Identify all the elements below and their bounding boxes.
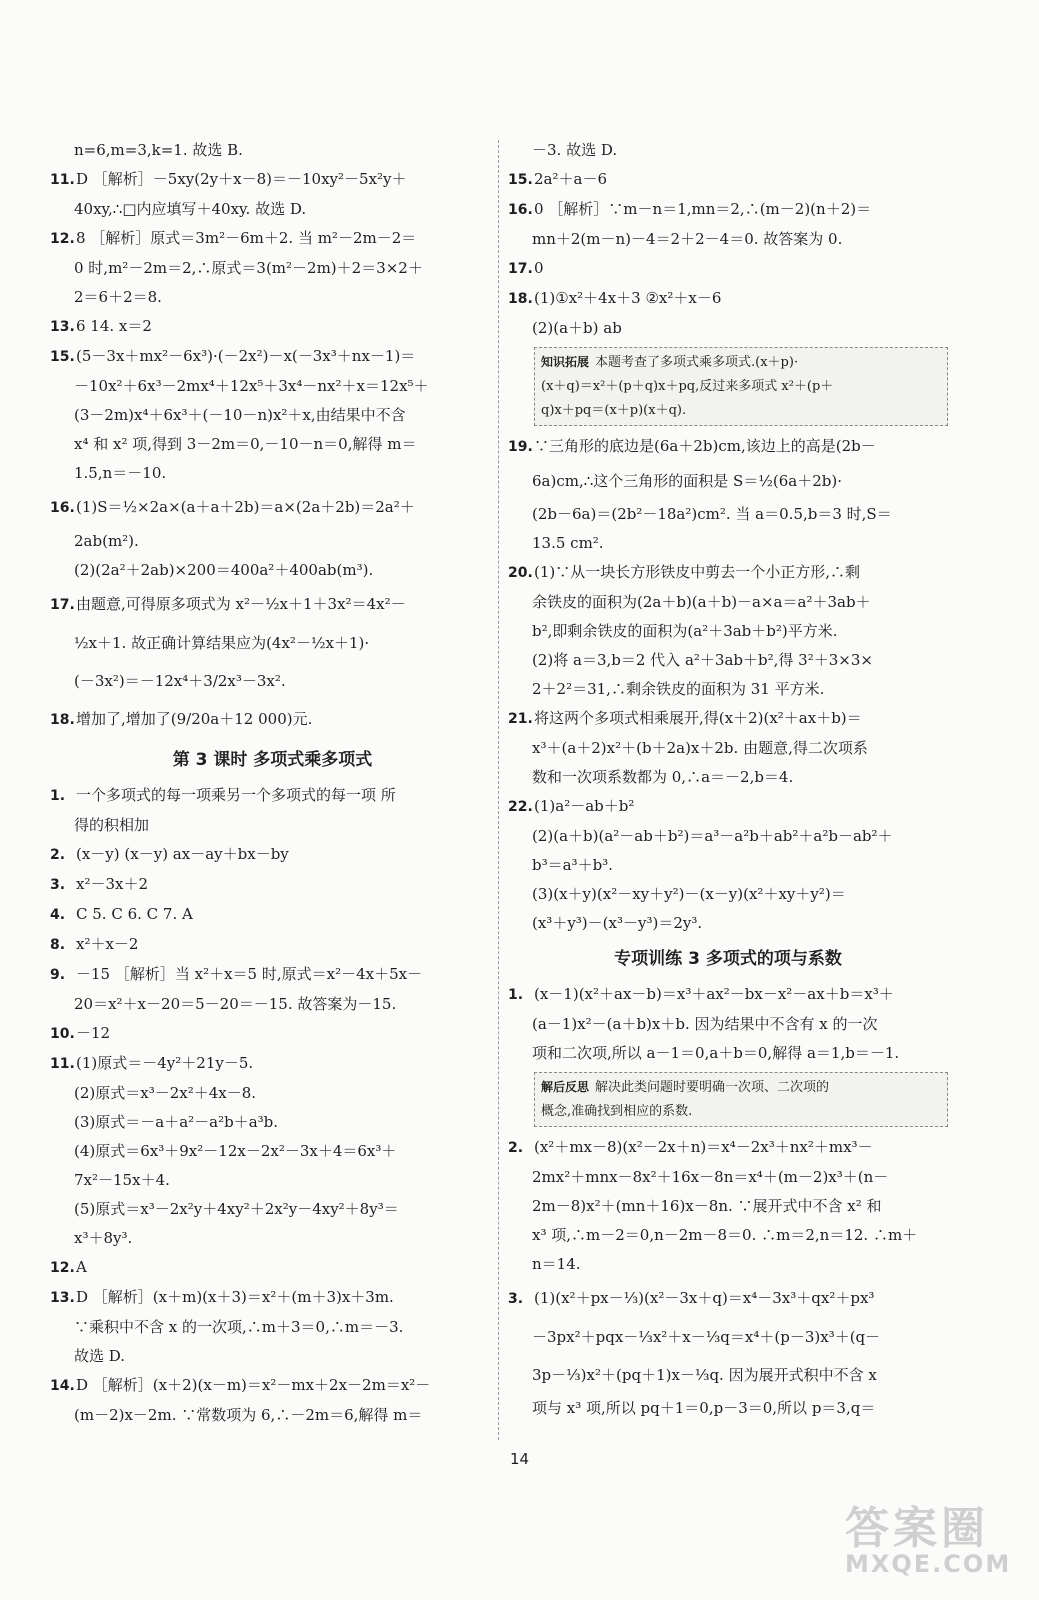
answer-line [50, 488, 495, 527]
answer-line [50, 781, 495, 811]
answer-line [50, 700, 495, 739]
question-number: 18. [50, 712, 75, 728]
answer-text: 项与 x³ 项,所以 pq＋1＝0,p－3＝0,所以 p＝3,q＝ [532, 1399, 876, 1417]
answer-text: 2ab(m²). [74, 532, 139, 550]
answer-line [508, 529, 948, 558]
answer-line [50, 662, 495, 700]
answer-line [508, 734, 948, 763]
question-number: 2. [508, 1140, 524, 1156]
answer-line [508, 462, 948, 500]
answer-line [508, 880, 948, 909]
answer-line [50, 342, 495, 372]
page-number: 14 [509, 1450, 530, 1468]
answer-line [508, 1133, 948, 1163]
answer-line [508, 1394, 948, 1423]
answer-text: 项和二次项,所以 a－1＝0,a＋b＝0,解得 a＝1,b＝－1. [532, 1044, 900, 1062]
tip-box [534, 347, 948, 426]
answer-text: (m－2)x－2m. ∵常数项为 6,∴－2m＝6,解得 m＝ [74, 1406, 423, 1424]
answer-line [508, 225, 948, 254]
answer-line [50, 459, 495, 488]
question-number: 2. [50, 847, 66, 863]
answer-text: 8 ［解析］原式＝3m²－6m＋2. 当 m²－2m－2＝ [76, 229, 417, 247]
answer-text: (3－2m)x⁴＋6x³＋(－10－n)x²＋x,由结果中不含 [74, 406, 406, 424]
column-divider [498, 140, 499, 1440]
question-number: 12. [50, 1260, 75, 1276]
answer-line [50, 1342, 495, 1371]
answer-text: 0 时,m²－2m＝2,∴原式＝3(m²－2m)＋2＝3×2＋ [74, 259, 423, 277]
answer-text: (x²＋mx－8)(x²－2x＋n)＝x⁴－2x³＋nx²＋mx³－ [534, 1138, 873, 1156]
answer-line [50, 254, 495, 283]
answer-text: 2mx²＋mnx－8x²＋16x－8n＝x⁴＋(m－2)x³＋(n－ [532, 1168, 889, 1186]
question-number: 11. [50, 172, 75, 188]
answer-text: (1)①x²＋4x＋3 ②x²＋x－6 [534, 289, 722, 307]
answer-text: 故选 D. [74, 1347, 126, 1365]
answer-text: (a－1)x²－(a＋b)x＋b. 因为结果中不含有 x 的一次 [532, 1015, 878, 1033]
answer-line [50, 1049, 495, 1079]
answer-line [508, 1356, 948, 1394]
question-number: 17. [50, 597, 75, 613]
answer-line [50, 1283, 495, 1313]
answer-line [50, 312, 495, 342]
answer-text: (1)a²－ab＋b² [534, 797, 635, 815]
answer-line [50, 1195, 495, 1224]
question-number: 15. [508, 172, 533, 188]
answer-line [508, 704, 948, 734]
answer-text: (4)原式＝6x³＋9x²－12x－2x²－3x＋4＝6x³＋ [74, 1142, 397, 1160]
tip-text: (x＋q)＝x²＋(p＋q)x＋pq,反过来多项式 x²＋(p＋ [541, 379, 834, 394]
tip-line [541, 350, 941, 375]
left-column [50, 136, 495, 1430]
tip-line [541, 1075, 941, 1100]
answer-text: C 5. C 6. C 7. A [76, 905, 193, 923]
answer-line [508, 1318, 948, 1356]
watermark-text: 答案圈 [845, 1503, 989, 1554]
answer-text: 13.5 cm². [532, 534, 604, 552]
tip-line [541, 1100, 941, 1124]
answer-text: (2)(2a²＋2ab)×200＝400a²＋400ab(m³). [74, 561, 374, 579]
answer-text: 一个多项式的每一项乘另一个多项式的每一项 所 [76, 786, 396, 804]
answer-line [50, 1313, 495, 1342]
question-number: 16. [50, 500, 75, 516]
answer-text: 3p－⅓)x²＋(pq＋1)x－⅓q. 因为展开式积中不含 x [532, 1366, 877, 1384]
answer-line [508, 763, 948, 792]
answer-line [50, 624, 495, 662]
answer-line [508, 314, 948, 343]
question-number: 17. [508, 261, 533, 277]
answer-text: (x－y) (x－y) ax－ay＋bx－by [76, 845, 289, 863]
answer-line [508, 792, 948, 822]
answer-text: －15 ［解析］当 x²＋x＝5 时,原式＝x²－4x＋5x－ [76, 965, 423, 983]
answer-line [508, 1221, 948, 1250]
answer-line [50, 1166, 495, 1195]
answer-text: A [76, 1258, 87, 1276]
answer-line [508, 851, 948, 880]
answer-text: 2＝6＋2＝8. [74, 288, 162, 306]
answer-text: 2＋2²＝31,∴剩余铁皮的面积为 31 平方米. [532, 680, 825, 698]
answer-text: (－3x²)＝－12x⁴＋3/2x³－3x². [74, 672, 286, 690]
question-number: 19. [508, 439, 533, 455]
tip-text: 概念,准确找到相应的系数. [541, 1104, 693, 1119]
answer-text: 得的积相加 [74, 816, 150, 834]
answer-line [508, 284, 948, 314]
answer-line [50, 930, 495, 960]
answer-text: 7x²－15x＋4. [74, 1171, 170, 1189]
answer-text: 0 ［解析］∵m－n＝1,mn＝2,∴(m－2)(n＋2)＝ [534, 200, 872, 218]
right-column [508, 136, 948, 1423]
answer-text: －3. 故选 D. [532, 141, 618, 159]
answer-text: －12 [76, 1024, 111, 1042]
answer-text: 0 [534, 259, 544, 277]
answer-line [508, 558, 948, 588]
answer-line [508, 980, 948, 1010]
tip-text: 解决此类问题时要明确一次项、二次项的 [595, 1080, 830, 1095]
tip-tag: 知识拓展 [541, 355, 590, 369]
answer-line [508, 617, 948, 646]
answer-text: 6a)cm,∴这个三角形的面积是 S＝½(6a＋2b)· [532, 472, 842, 490]
answer-line [508, 646, 948, 675]
answer-line [508, 195, 948, 225]
answer-text: －3px²＋pqx－⅓x²＋x－⅓q＝x⁴＋(p－3)x³＋(q－ [532, 1328, 881, 1346]
answer-line [508, 1163, 948, 1192]
answer-line [508, 1279, 948, 1318]
answer-line [50, 1079, 495, 1108]
question-number: 1. [508, 987, 524, 1003]
answer-line [508, 1192, 948, 1221]
answer-text: (x－1)(x²＋ax－b)＝x³＋ax²－bx－x²－ax＋b＝x³＋ [534, 985, 894, 1003]
answer-text: x⁴ 和 x² 项,得到 3－2m＝0,－10－n＝0,解得 m＝ [74, 435, 417, 453]
question-number: 13. [50, 319, 75, 335]
question-number: 3. [50, 877, 66, 893]
answer-text: 1.5,n＝－10. [74, 464, 167, 482]
answer-line [508, 136, 948, 165]
answer-line [508, 675, 948, 704]
answer-line [508, 909, 948, 938]
answer-text: (1)(x²＋px－⅓)(x²－3x＋q)＝x⁴－3x³＋qx²＋px³ [534, 1289, 875, 1307]
question-number: 21. [508, 711, 533, 727]
answer-line [50, 900, 495, 930]
question-number: 1. [50, 788, 66, 804]
answer-line [508, 432, 948, 462]
answer-text: (2)将 a＝3,b＝2 代入 a²＋3ab＋b²,得 3²＋3×3× [532, 651, 873, 669]
question-number: 10. [50, 1026, 75, 1042]
answer-text: (2)(a＋b)(a²－ab＋b²)＝a³－a²b＋ab²＋a²b－ab²＋ [532, 827, 893, 845]
question-number: 20. [508, 565, 533, 581]
question-number: 16. [508, 202, 533, 218]
answer-text: b²,即剩余铁皮的面积为(a²＋3ab＋b²)平方米. [532, 622, 838, 640]
answer-text: ∵乘积中不含 x 的一次项,∴m＋3＝0,∴m＝－3. [74, 1318, 404, 1336]
watermark-logo [845, 1492, 1025, 1592]
answer-text: 2m－8)x²＋(mn＋16)x－8n. ∵展开式中不含 x² 和 [532, 1197, 882, 1215]
answer-text: 将这两个多项式相乘展开,得(x＋2)(x²＋ax＋b)＝ [534, 709, 862, 727]
tip-line [541, 399, 941, 423]
answer-line [50, 430, 495, 459]
answer-line [50, 990, 495, 1019]
answer-text: 增加了,增加了(9/20a＋12 000)元. [76, 710, 313, 728]
question-number: 18. [508, 291, 533, 307]
answer-text: x³＋(a＋2)x²＋(b＋2a)x＋2b. 由题意,得二次项系 [532, 739, 868, 757]
tip-line [541, 375, 941, 399]
answer-text: (5)原式＝x³－2x²y＋4xy²＋2x²y－4xy²＋8y³＝ [74, 1200, 399, 1218]
tip-tag: 解后反思 [541, 1080, 590, 1094]
answer-text: x²－3x＋2 [76, 875, 149, 893]
answer-line [508, 822, 948, 851]
answer-line [50, 165, 495, 195]
answer-line [50, 870, 495, 900]
answer-line [50, 1019, 495, 1049]
answer-text: D ［解析］(x＋m)(x＋3)＝x²＋(m＋3)x＋3m. [76, 1288, 394, 1306]
section-heading: 专项训练 3 多项式的项与系数 [614, 949, 842, 969]
answer-text: (1)原式＝－4y²＋21y－5. [76, 1054, 254, 1072]
answer-line [50, 1224, 495, 1253]
answer-line [50, 960, 495, 990]
answer-text: 40xy,∴□内应填写＋40xy. 故选 D. [74, 200, 307, 218]
answer-line [50, 1108, 495, 1137]
question-number: 11. [50, 1056, 75, 1072]
answer-text: 数和一次项系数都为 0,∴a＝－2,b＝4. [532, 768, 794, 786]
answer-text: (5－3x＋mx²－6x³)·(－2x²)－x(－3x³＋nx－1)＝ [76, 347, 416, 365]
question-number: 13. [50, 1290, 75, 1306]
answer-text: mn＋2(m－n)－4＝2＋2－4＝0. 故答案为 0. [532, 230, 843, 248]
tip-text: q)x＋pq＝(x＋p)(x＋q). [541, 403, 687, 418]
answer-text: (2)(a＋b) ab [532, 319, 622, 337]
answer-text: ½x＋1. 故正确计算结果应为(4x²－½x＋1)· [74, 634, 370, 652]
answer-line [50, 195, 495, 224]
answer-text: x³ 项,∴m－2＝0,n－2m－8＝0. ∴m＝2,n＝12. ∴m＋ [532, 1226, 918, 1244]
answer-line [508, 254, 948, 284]
question-number: 4. [50, 907, 66, 923]
question-number: 8. [50, 937, 66, 953]
section-heading: 第 3 课时 多项式乘多项式 [172, 750, 373, 770]
answer-text: (3)原式＝－a＋a²－a²b＋a³b. [74, 1113, 279, 1131]
tip-box [534, 1072, 948, 1127]
answer-text: n=6,m=3,k=1. 故选 B. [74, 141, 243, 159]
answer-line [50, 585, 495, 624]
question-number: 14. [50, 1378, 75, 1394]
answer-line [50, 840, 495, 870]
answer-text: b³＝a³＋b³. [532, 856, 613, 874]
answer-text: x²＋x－2 [76, 935, 139, 953]
answer-text: D ［解析］(x＋2)(x－m)＝x²－mx＋2x－2m＝x²－ [76, 1376, 431, 1394]
answer-line [50, 1371, 495, 1401]
answer-text: (x³＋y³)－(x³－y³)＝2y³. [532, 914, 703, 932]
answer-text: (1)S＝½×2a×(a＋a＋2b)＝a×(2a＋2b)＝2a²＋ [76, 498, 415, 516]
tip-text: 本题考查了多项式乘多项式.(x＋p)· [595, 355, 799, 370]
answer-line [50, 372, 495, 401]
answer-text: 2a²＋a－6 [534, 170, 607, 188]
answer-text: 余铁皮的面积为(2a＋b)(a＋b)－a×a＝a²＋3ab＋ [532, 593, 871, 611]
answer-line [50, 527, 495, 556]
answer-line [50, 556, 495, 585]
answer-text: 20＝x²＋x－20＝5－20＝－15. 故答案为－15. [74, 995, 397, 1013]
answer-text: (2)原式＝x³－2x²＋4x－8. [74, 1084, 257, 1102]
answer-text: (3)(x＋y)(x²－xy＋y²)－(x－y)(x²＋xy＋y²)＝ [532, 885, 846, 903]
question-number: 22. [508, 799, 533, 815]
answer-text: x³＋8y³. [74, 1229, 133, 1247]
answer-text: n＝14. [532, 1255, 581, 1273]
answer-text: (2b－6a)＝(2b²－18a²)cm². 当 a＝0.5,b＝3 时,S＝ [532, 505, 892, 523]
answer-line [508, 1250, 948, 1279]
answer-line [50, 811, 495, 840]
watermark-url: MXQE.COM [845, 1550, 1012, 1578]
answer-line [50, 224, 495, 254]
question-number: 9. [50, 967, 66, 983]
answer-text: －10x²＋6x³－2mx⁴＋12x⁵＋3x⁴－nx²＋x＝12x⁵＋ [74, 377, 429, 395]
answer-line [508, 1039, 948, 1068]
answer-text: 6 14. x＝2 [76, 317, 152, 335]
answer-line [50, 401, 495, 430]
answer-text: (1)∵从一块长方形铁皮中剪去一个小正方形,∴剩 [534, 563, 861, 581]
answer-line [50, 1137, 495, 1166]
answer-line [50, 136, 495, 165]
question-number: 3. [508, 1291, 524, 1307]
answer-line [50, 283, 495, 312]
answer-line [508, 500, 948, 529]
answer-line [508, 1010, 948, 1039]
answer-text: 由题意,可得原多项式为 x²－½x＋1＋3x²＝4x²－ [76, 595, 406, 613]
question-number: 12. [50, 231, 75, 247]
answer-line [50, 1401, 495, 1430]
answer-text: ∵三角形的底边是(6a＋2b)cm,该边上的高是(2b－ [534, 437, 876, 455]
answer-line [508, 588, 948, 617]
answer-text: D ［解析］－5xy(2y＋x－8)＝－10xy²－5x²y＋ [76, 170, 407, 188]
answer-line [508, 165, 948, 195]
question-number: 15. [50, 349, 75, 365]
answer-line [50, 1253, 495, 1283]
